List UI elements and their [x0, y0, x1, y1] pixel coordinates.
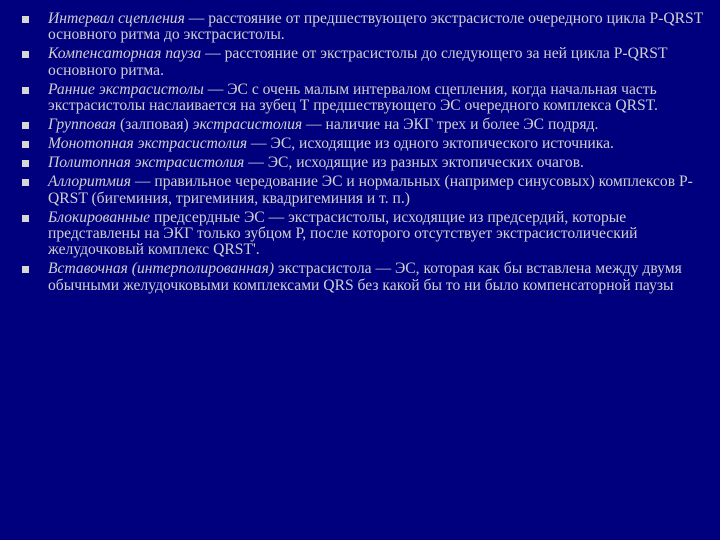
list-item: [20, 11, 708, 44]
list-item: [20, 210, 708, 259]
term: Компенсаторная пауза: [48, 45, 202, 63]
bullet-icon: [22, 160, 29, 167]
definition: правильное чередование ЭС и нормальных (например синусовых) комплексов P-QRST (бигеминия, тригеминия, квадригеминия и т. п.): [48, 173, 693, 207]
list-item: [20, 117, 708, 133]
term: Групповая: [48, 116, 117, 134]
list-item: [20, 174, 708, 207]
list-item: [20, 261, 708, 294]
list-item: [20, 46, 708, 79]
connector: —: [244, 154, 268, 172]
definition: экстрасистола — ЭС, которая как бы вставлена между двумя обычными желудочковыми комплексами QRS без какой бы то ни было компенсаторной паузы: [48, 260, 682, 294]
definition: ЭС, исходящие из разных эктопических очагов.: [267, 154, 584, 172]
term: Вставочная (интерполированная): [48, 260, 275, 278]
connector: —: [203, 80, 228, 98]
term: Ранние экстрасистолы: [48, 80, 204, 98]
definition: ЭС, исходящие из одного эктопического источника.: [270, 135, 614, 153]
term: Аллоритмия: [48, 173, 131, 191]
bullet-icon: [22, 141, 29, 148]
bullet-icon: [22, 266, 29, 273]
connector: —: [247, 135, 271, 153]
term-continuation: экстрасистолия: [192, 116, 303, 134]
list-item: [20, 136, 708, 152]
term: Интервал сцепления: [48, 10, 185, 27]
bullet-icon: [22, 16, 29, 23]
definition: предсердные ЭС — экстрасистолы, исходящие из предсердий, которые представлены на ЭКГ только зубцом Р, после которого отсутствует экстрасистолический желудочковый комплекс QRST'.: [48, 208, 638, 259]
bullet-icon: [22, 87, 29, 94]
definition: наличие на ЭКГ трех и более ЭС подряд.: [325, 116, 599, 134]
list-item: [20, 155, 708, 171]
term-aside: (залповая): [116, 116, 193, 134]
definition-list: [20, 11, 708, 297]
definition: расстояние от экстрасистолы до следующего за ней цикла P-QRST основного ритма.: [48, 45, 668, 79]
bullet-icon: [22, 179, 29, 186]
connector: —: [130, 173, 155, 191]
connector: —: [302, 116, 326, 134]
bullet-icon: [22, 215, 29, 222]
connector: —: [184, 10, 209, 27]
definition: расстояние от предшествующего экстрасистоле очередного цикла P-QRST основного ритма до экстрасистолы.: [48, 10, 703, 44]
list-item: [20, 82, 708, 115]
term: Блокированные: [48, 208, 151, 226]
bullet-icon: [22, 51, 29, 58]
bullet-icon: [22, 122, 29, 129]
connector: —: [201, 45, 225, 63]
term: Политопная экстрасистолия: [48, 154, 245, 172]
definition: ЭС с очень малым интервалом сцепления, когда начальная часть экстрасистолы наслаивается на зубец Т предшествующего ЭС очередного комплекса QRST.: [48, 80, 658, 115]
term: Монотопная экстрасистолия: [48, 135, 248, 153]
